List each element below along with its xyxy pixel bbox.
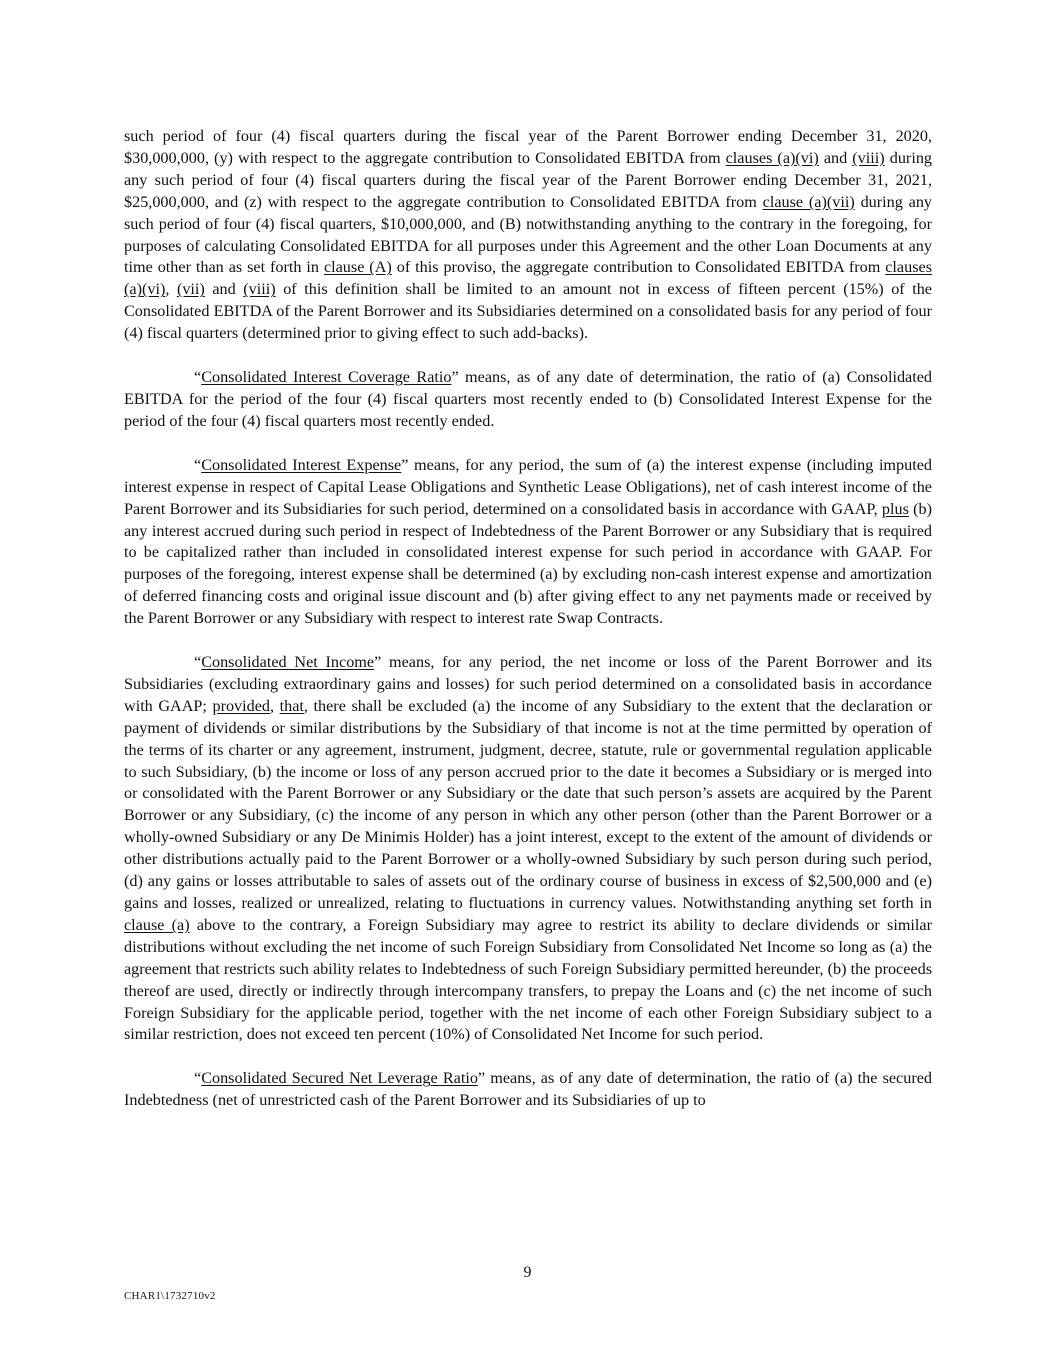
page-number: 9 [523,1264,532,1281]
defined-term-underlined: (viii) [243,280,276,299]
text-run: (b) any interest accrued during such period in respect of Indebtedness of the Parent Borrower or any Subsidiary that is required to be capitalized rather than included in consolidated interest expense for such period in accordance with GAAP. For purposes of the foregoing, interest expense shall be determined (a) by excluding non-cash interest expense and amortization of deferred financing costs and original issue discount and (b) after giving effect to any net payments made or received by the Parent Borrower or any Subsidiary with respect to interest rate Swap Contracts. [124,499,933,628]
text-run: “ [194,455,202,474]
text-run: “ [194,368,202,387]
defined-term-underlined: plus [881,499,909,518]
defined-term-underlined: Consolidated Secured Net Leverage Ratio [201,1069,478,1088]
defined-term-underlined: clause (a) [124,915,190,934]
paragraph-consolidated-interest-coverage-ratio [124,367,932,433]
paragraph-consolidated-net-income [124,652,932,1046]
paragraph-consolidated-ebitda-continued [124,126,932,345]
text-run: during any such period of four (4) fiscal quarters, $10,000,000, and (B) notwithstanding anything to the contrary in the foregoing, for purposes of calculating Consolidated EBITDA for all purposes under this Agreement and the other Loan Documents at any time other than as set forth in [124,192,933,277]
defined-term-underlined: Consolidated Interest Expense [201,455,402,474]
text-run: such period of four (4) fiscal quarters during the fiscal year of the Parent Borrower ending December 31, 2020, $30,000,000, (y) with respect to the aggregate contribution to Consolidated EBITDA from [124,127,932,167]
text-run: of this proviso, the aggregate contribution to Consolidated EBITDA from [391,258,886,277]
text-run: , [165,280,177,299]
paragraph-consolidated-secured-net-leverage-ratio [124,1068,932,1112]
text-run: , [270,696,280,715]
text-run: ” means, as of any date of determination, the ratio of (a) Consolidated EBITDA for the period of the four (4) fiscal quarters most recently ended to (b) Consolidated Interest Expense for the period of the four (4) fiscal quarters most recently ended. [124,368,932,430]
defined-term-underlined: Consolidated Interest Coverage Ratio [201,368,452,387]
defined-term-underlined: clauses (a)(vi) [124,258,932,299]
defined-term-underlined: clause (a)(vii) [762,192,855,211]
text-run: and [818,148,853,167]
paragraph-consolidated-interest-expense [124,455,932,630]
text-run: ” means, as of any date of determination, the ratio of (a) the secured Indebtedness (net of unrestricted cash of the Parent Borrower and its Subsidiaries of up to [124,1069,932,1110]
text-run: ” means, for any period, the net income or loss of the Parent Borrower and its Subsidiaries (excluding extraordinary gains and losses) for such period determined on a consolidated basis in accordance with GAAP; [124,653,932,715]
defined-term-underlined: provided [212,696,271,715]
text-run: above to the contrary, a Foreign Subsidiary may agree to restrict its ability to declare dividends or similar distributions without excluding the net income of such Foreign Subsidiary from Consolidated Net Income so long as (a) the agreement that restricts such ability relates to Indebtedness of such Foreign Subsidiary permitted hereunder, (b) the proceeds thereof are used, directly or indirectly through intercompany transfers, to prepay the Loans and (c) the net income of such Foreign Subsidiary for the applicable period, together with the net income of each other Foreign Subsidiary subject to a similar restriction, does not exceed ten percent (10%) of Consolidated Net Income for such period. [124,915,932,1044]
defined-term-underlined: (vii) [176,280,205,299]
text-run: , there shall be excluded (a) the income of any Subsidiary to the extent that the declaration or payment of dividends or similar distributions by the Subsidiary of that income is not at the time permitted by operation of the terms of its charter or any agreement, instrument, judgment, decree, statute, rule or governmental regulation applicable to such Subsidiary, (b) the income or loss of any person accrued prior to the date it becomes a Subsidiary or is merged into or consolidated with the Parent Borrower or any Subsidiary or the date that such person’s assets are acquired by the Parent Borrower or any Subsidiary, (c) the income of any person in which any other person (other than the Parent Borrower or a wholly-owned Subsidiary or any De Minimis Holder) has a joint interest, except to the extent of the amount of dividends or other distributions actually paid to the Parent Borrower or a wholly-owned Subsidiary by such person during such period, (d) any gains or losses attributable to sales of assets out of the ordinary course of business in excess of $2,500,000 and (e) gains and losses, realized or unrealized, relating to fluctuations in currency values. Notwithstanding anything set forth in [124,696,932,912]
text-run: of this definition shall be limited to an amount not in excess of fifteen percent (15%) of the Consolidated EBITDA of the Parent Borrower and its Subsidiaries determined on a consolidated basis for any period of four (4) fiscal quarters (determined prior to giving effect to such add-backs). [124,280,932,343]
paragraphs-container [124,126,932,1112]
defined-term-underlined: clauses (a)(vi) [725,148,819,167]
text-run: and [204,280,244,299]
document-body [124,126,932,1134]
document-id: CHAR1\1732710v2 [124,1290,216,1302]
text-run: ” means, for any period, the sum of (a) the interest expense (including imputed interest expense in respect of Capital Lease Obligations and Synthetic Lease Obligations), net of cash interest income of the Parent Borrower and its Subsidiaries for such period, determined on a consolidated basis in accordance with GAAP, [124,455,932,518]
text-run: during any such period of four (4) fiscal quarters during the fiscal year of the Parent Borrower ending December 31, 2021, $25,000,000, and (z) with respect to the aggregate contribution to Consolidated EBITDA from [124,148,933,211]
text-run: “ [194,1069,202,1088]
defined-term-underlined: that [279,696,304,715]
defined-term-underlined: clause (A) [323,258,392,277]
defined-term-underlined: (viii) [852,148,885,167]
defined-term-underlined: Consolidated Net Income [201,653,375,672]
text-run: “ [194,653,202,672]
